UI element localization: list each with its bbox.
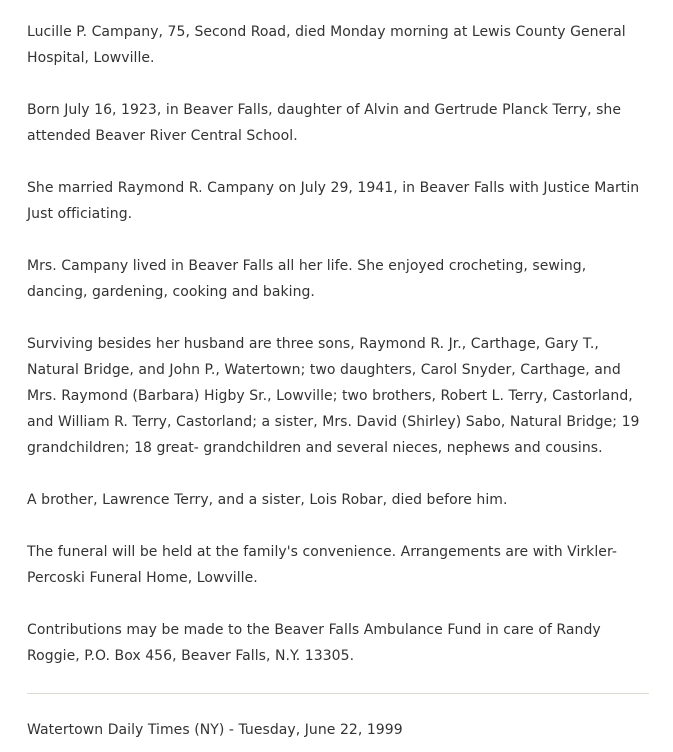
footer-divider — [27, 693, 649, 694]
source-citation: Watertown Daily Times (NY) - Tuesday, June 22, 1999 — [27, 722, 403, 738]
obituary-article — [27, 19, 649, 669]
paragraph-funeral: The funeral will be held at the family's convenience. Arrangements are with Virkler-Percoski Funeral Home, Lowville. — [27, 544, 617, 586]
paragraph-marriage: She married Raymond R. Campany on July 29, 1941, in Beaver Falls with Justice Martin Just officiating. — [27, 180, 640, 222]
paragraph-birth: Born July 16, 1923, in Beaver Falls, daughter of Alvin and Gertrude Planck Terry, she attended Beaver River Central School. — [27, 102, 622, 144]
paragraph-survivors: Surviving besides her husband are three sons, Raymond R. Jr., Carthage, Gary T., Natural Bridge, and John P., Watertown; two daughters, Carol Snyder, Carthage, and Mrs. Raymond (Barbara) Higby Sr., Lowville; two brothers, Robert L. Terry, Castorland, and William R. Terry, Castorland; a sister, Mrs. David (Shirley) Sabo, Natural Bridge; 19 grandchildren; 18 great- grandchildren and several nieces, nephews and cousins. — [27, 336, 640, 456]
paragraph-death-notice: Lucille P. Campany, 75, Second Road, died Monday morning at Lewis County General Hospital, Lowville. — [27, 24, 626, 66]
paragraph-life: Mrs. Campany lived in Beaver Falls all her life. She enjoyed crocheting, sewing, dancing, gardening, cooking and baking. — [27, 258, 587, 300]
paragraph-contributions: Contributions may be made to the Beaver Falls Ambulance Fund in care of Randy Roggie, P.O. Box 456, Beaver Falls, N.Y. 13305. — [27, 622, 601, 664]
paragraph-predeceased: A brother, Lawrence Terry, and a sister, Lois Robar, died before him. — [27, 492, 508, 508]
